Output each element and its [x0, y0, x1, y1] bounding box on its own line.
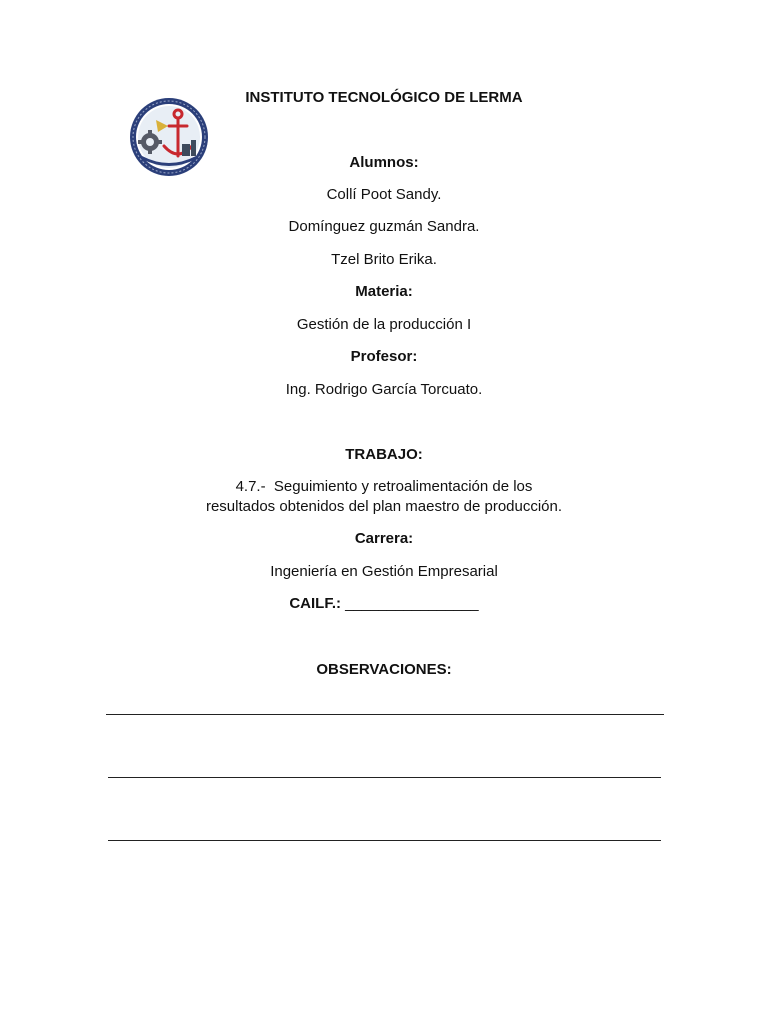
subject-value: Gestión de la producción I — [296, 316, 472, 333]
assignment-label: TRABAJO: — [345, 446, 423, 463]
assignment-title-line: 4.7.- Seguimiento y retroalimentación de los — [235, 478, 533, 495]
observation-line — [108, 840, 661, 841]
career-label: Carrera: — [354, 530, 414, 547]
career-value: Ingeniería en Gestión Empresarial — [270, 563, 498, 580]
grade-blank: ________________ — [345, 595, 479, 612]
student-name: Collí Poot Sandy. — [326, 186, 442, 203]
student-name: Tzel Brito Erika. — [331, 251, 437, 268]
assignment-title-line: resultados obtenidos del plan maestro de producción. — [205, 498, 563, 515]
teacher-label: Profesor: — [350, 348, 418, 365]
grade-line — [0, 594, 768, 613]
observation-line — [106, 714, 664, 715]
students-label: Alumnos: — [349, 154, 419, 171]
grade-label: CAILF.: — [289, 595, 341, 612]
observations-label: OBSERVACIONES: — [316, 661, 452, 678]
observation-line — [108, 777, 661, 778]
institution-title: INSTITUTO TECNOLÓGICO DE LERMA — [245, 89, 523, 106]
assignment-title — [0, 477, 768, 517]
student-name: Domínguez guzmán Sandra. — [288, 218, 480, 235]
teacher-value: Ing. Rodrigo García Torcuato. — [285, 381, 483, 398]
subject-label: Materia: — [355, 283, 413, 300]
